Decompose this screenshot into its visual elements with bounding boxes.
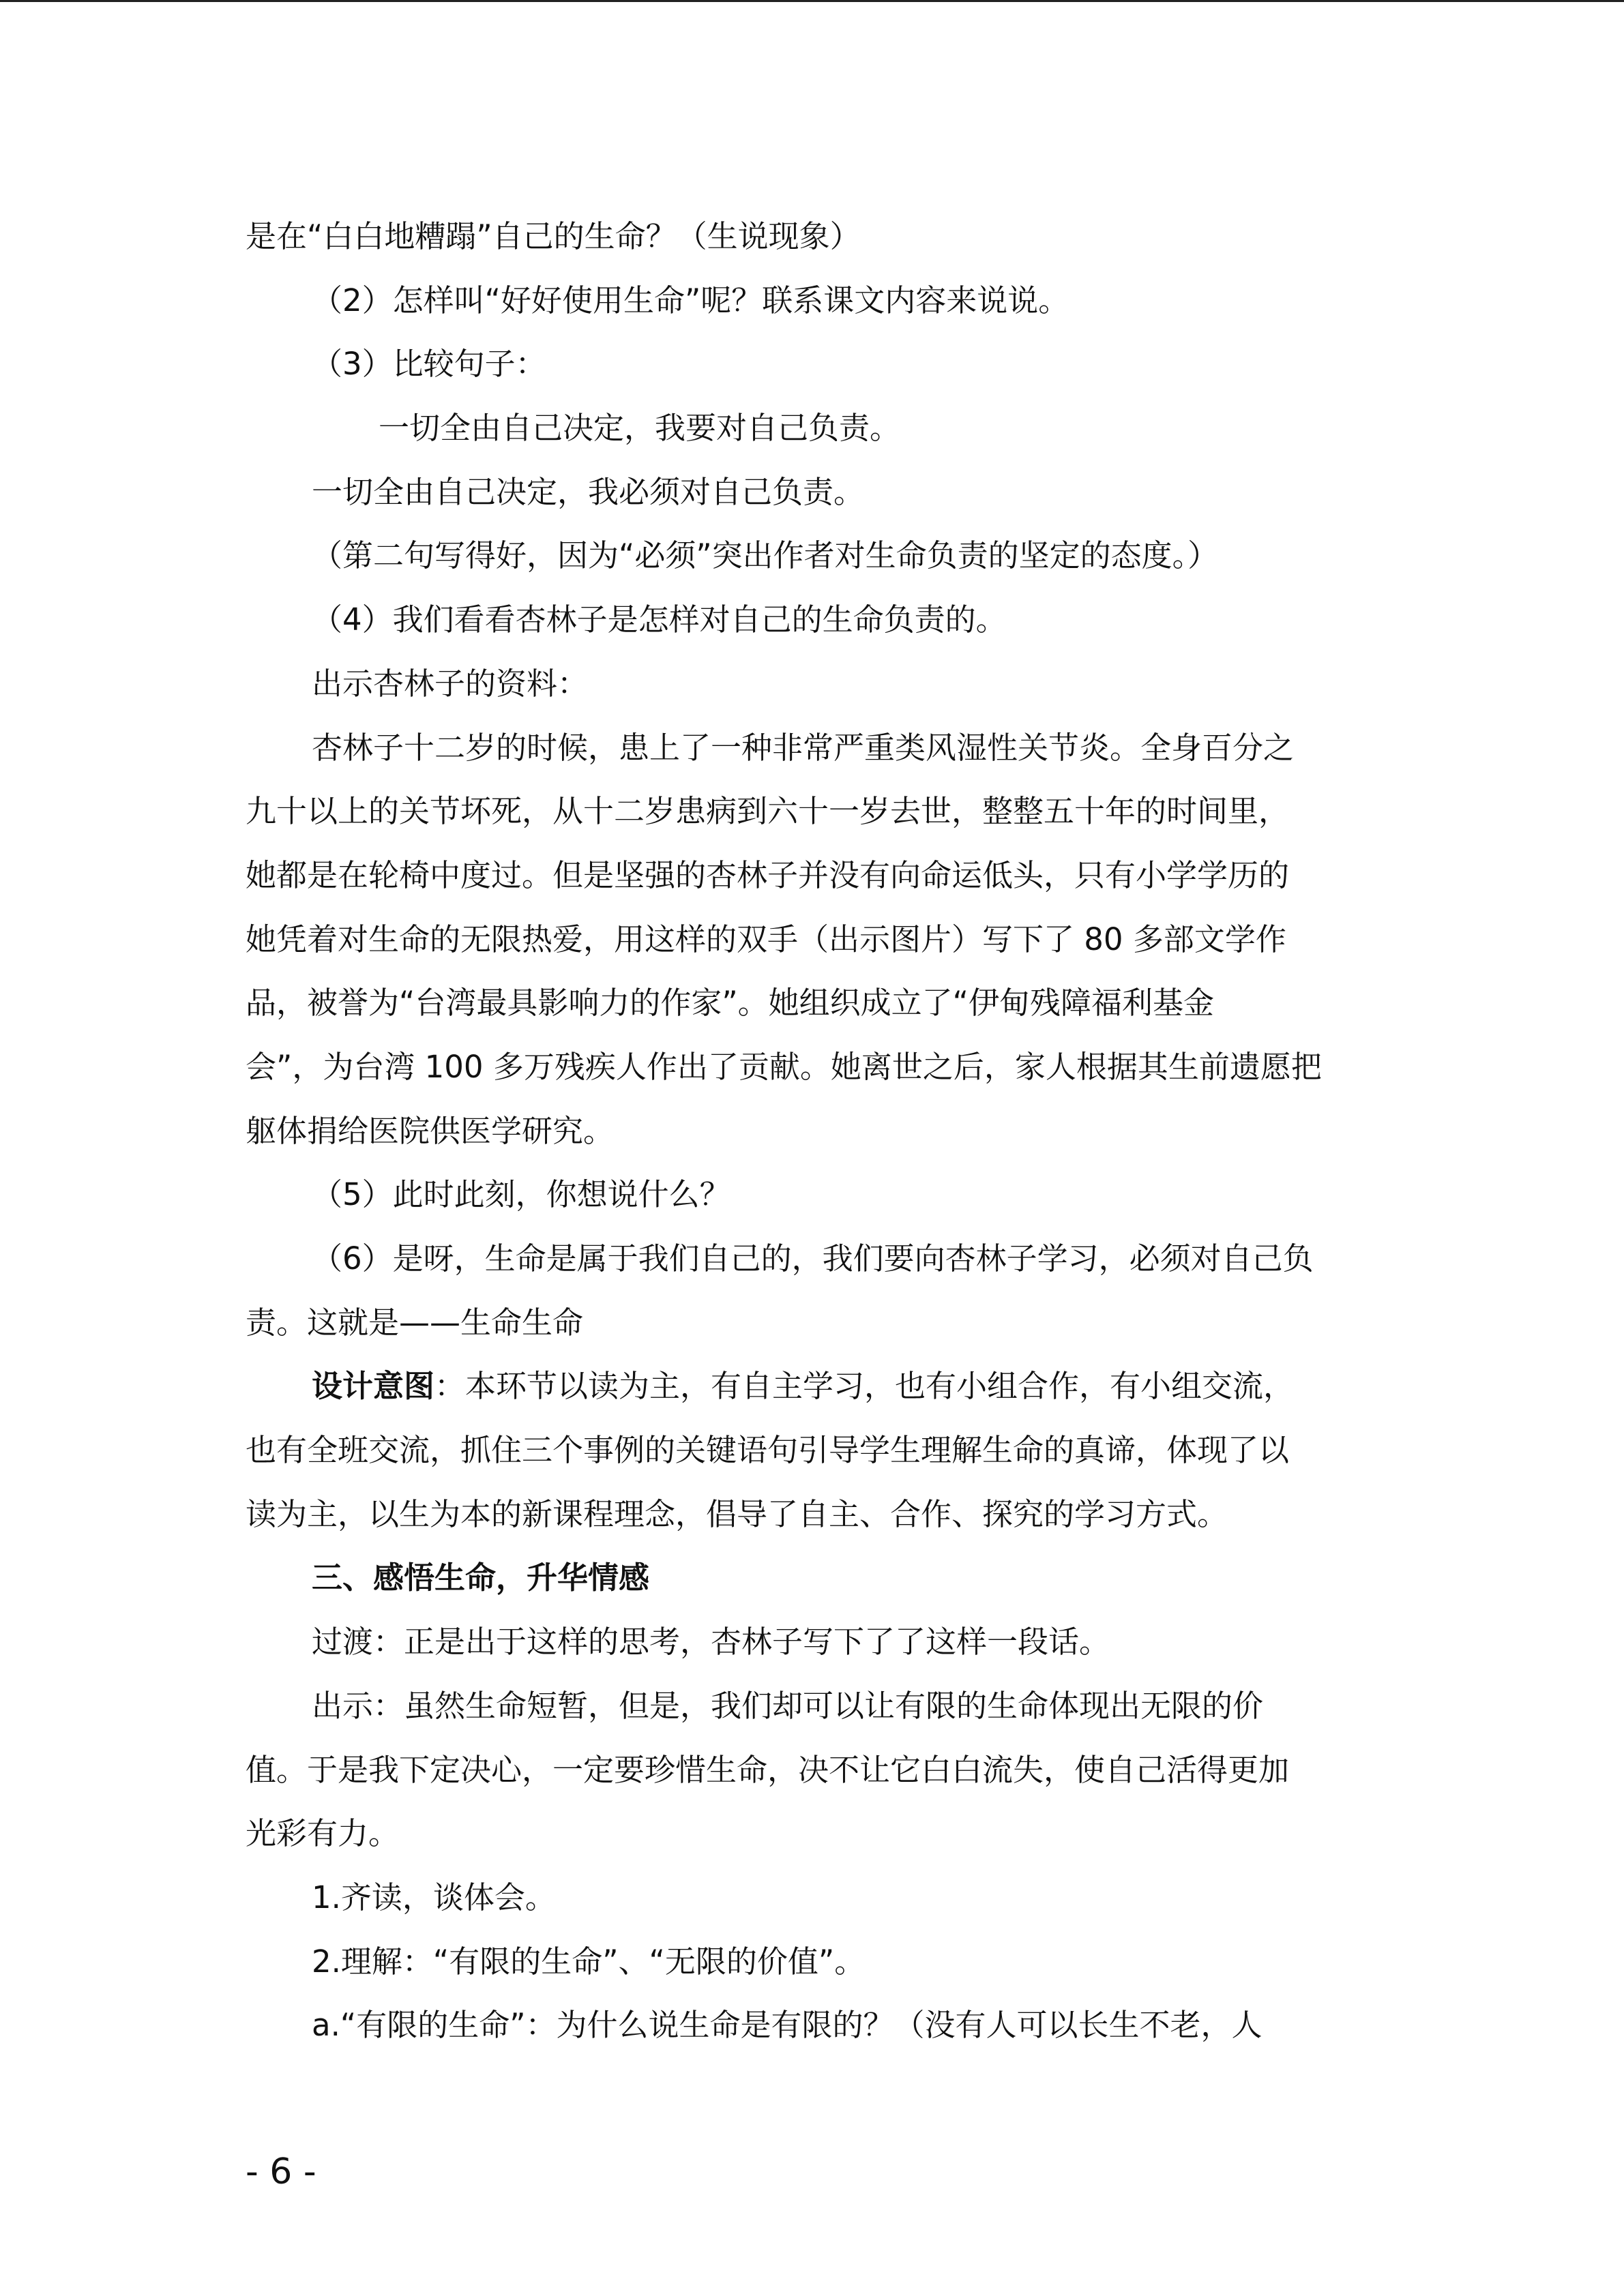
text-line: （4）我们看看杏林子是怎样对自己的生命负责的。	[312, 601, 1007, 638]
document-body	[246, 205, 1378, 2057]
design-intent-text: ：本环节以读为主，有自主学习，也有小组合作，有小组交流，	[434, 1368, 1295, 1405]
text-line: 也有全班交流，抓住三个事例的关键语句引导学生理解生命的真谛，体现了以	[246, 1432, 1290, 1469]
text-line: a.“有限的生命”：为什么说生命是有限的？（没有人可以长生不老，人	[312, 2007, 1263, 2044]
text-line: 读为主，以生为本的新课程理念，倡导了自主、合作、探究的学习方式。	[246, 1495, 1228, 1532]
text-line: 2.理解：“有限的生命”、“无限的价值”。	[312, 1943, 866, 1980]
text-line: 会”，为台湾 100 多万残疾人作出了贡献。她离世之后，家人根据其生前遗愿把	[246, 1048, 1322, 1085]
text-line: 出示：虽然生命短暂，但是，我们却可以让有限的生命体现出无限的价	[312, 1687, 1264, 1724]
text-line: （2）怎样叫“好好使用生命”呢？联系课文内容来说说。	[312, 282, 1069, 318]
text-line: 杏林子十二岁的时候，患上了一种非常严重类风湿性关节炎。全身百分之	[312, 729, 1295, 766]
text-line: 她都是在轮椅中度过。但是坚强的杏林子并没有向命运低头，只有小学学历的	[246, 856, 1290, 893]
text-line: 责。这就是——生命生命	[246, 1304, 584, 1341]
text-line: （第二句写得好，因为“必须”突出作者对生命负责的坚定的态度。）	[312, 537, 1219, 574]
page-number: - 6 -	[246, 2151, 316, 2192]
text-line: 是在“白白地糟蹋”自己的生命？（生说现象）	[246, 218, 861, 254]
text-line: （3）比较句子：	[312, 346, 546, 383]
text-line: 一切全由自己决定，我要对自己负责。	[379, 410, 901, 447]
text-line: 过渡：正是出于这样的思考，杏林子写下了了这样一段话。	[312, 1624, 1110, 1660]
top-border-line	[0, 0, 1624, 2]
text-line: 躯体捐给医院供医学研究。	[246, 1112, 615, 1149]
text-line: 她凭着对生命的无限热爱，用这样的双手（出示图片）写下了 80 多部文学作	[246, 921, 1286, 957]
text-line: （5）此时此刻，你想说什么？	[312, 1176, 730, 1213]
text-line	[246, 1354, 1378, 1418]
text-line: 1.齐读，谈体会。	[312, 1879, 556, 1915]
section-heading: 三、感悟生命，升华情感	[312, 1560, 650, 1596]
text-line: 九十以上的关节坏死，从十二岁患病到六十一岁去世，整整五十年的时间里，	[246, 793, 1290, 830]
design-intent-label: 设计意图	[312, 1368, 435, 1405]
text-line: （6）是呀，生命是属于我们自己的，我们要向杏林子学习，必须对自己负	[312, 1240, 1314, 1277]
text-line: 一切全由自己决定，我必须对自己负责。	[312, 473, 865, 510]
text-line: 值。于是我下定决心，一定要珍惜生命，决不让它白白流失，使自己活得更加	[246, 1751, 1290, 1788]
text-line: 光彩有力。	[246, 1815, 400, 1852]
text-line: 出示杏林子的资料：	[312, 665, 589, 702]
text-line: 品，被誉为“台湾最具影响力的作家”。她组织成立了“伊甸残障福利基金	[246, 985, 1214, 1022]
